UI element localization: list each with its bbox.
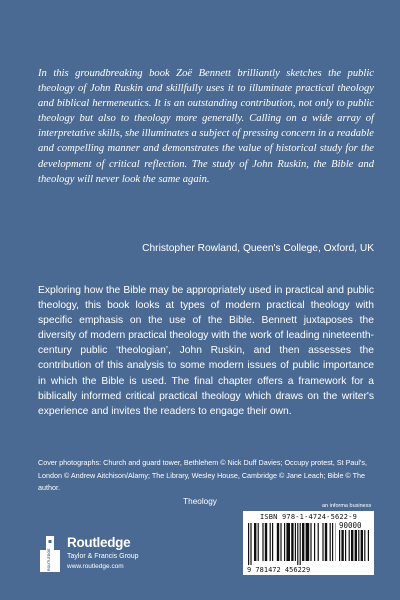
price-code: 90000	[339, 521, 362, 530]
routledge-logo-icon	[38, 534, 62, 574]
endorsement-text: In this groundbreaking book Zoë Bennett brilliantly sketches the public theology of John Ruskin and skillfully uses it to illuminate practical theology and biblical hermeneutics. It is an outstanding contribution, not only to public theology but also to theology more generally. Calling on a wide array of interpretative skills, she illuminates a subject of pressing concern in a readable and compelling manner and demonstrates the value of historical study for the development of critical reflection. The study of John Ruskin, the Bible and theology will never look the same again.	[38, 68, 375, 185]
endorsement-attribution: Christopher Rowland, Queen's College, Oxford, UK	[142, 243, 374, 254]
isbn-text: ISBN 978-1-4724-5622-9	[259, 513, 358, 521]
subject-category: Theology	[183, 497, 217, 506]
publisher-url[interactable]: www.routledge.com	[67, 563, 124, 570]
publisher-name: Routledge	[67, 535, 131, 550]
publisher-group: Taylor & Francis Group	[67, 553, 139, 560]
addon-barcode-bars	[339, 530, 369, 565]
informa-tagline: an informa business	[322, 503, 372, 509]
ean-digits: 9 781472 456229	[247, 566, 311, 574]
cover-photo-credits: Cover photographs: Church and guard tower, Bethlehem © Nick Duff Davies; Occupy protest, St Paul's, London © Andrew Aitchison/Alamy; The Library, Wesley House, Cambridge © Jane Leach; Bible © The author.	[38, 458, 367, 492]
book-description: Exploring how the Bible may be appropriately used in practical and public theology, this book looks at types of modern practical theology with specific emphasis on the use of the Bible. Bennett juxtaposes the diversity of modern practical theology with the work of leading nineteenth-century public ‘theologian’, John Ruskin, and then assesses the contribution of this analysis to some modern issues of public importance in which the Bible is used. The final chapter offers a framework for a biblically informed critical practical theology which draws on the writer's experience and invites the readers to engage their own.	[38, 285, 374, 417]
ean-barcode-bars	[248, 523, 336, 565]
publisher-block	[38, 534, 158, 578]
endorsement-quote	[38, 66, 374, 187]
isbn-barcode	[243, 511, 374, 575]
logo-letters: ROUTLEDGE	[47, 548, 51, 571]
